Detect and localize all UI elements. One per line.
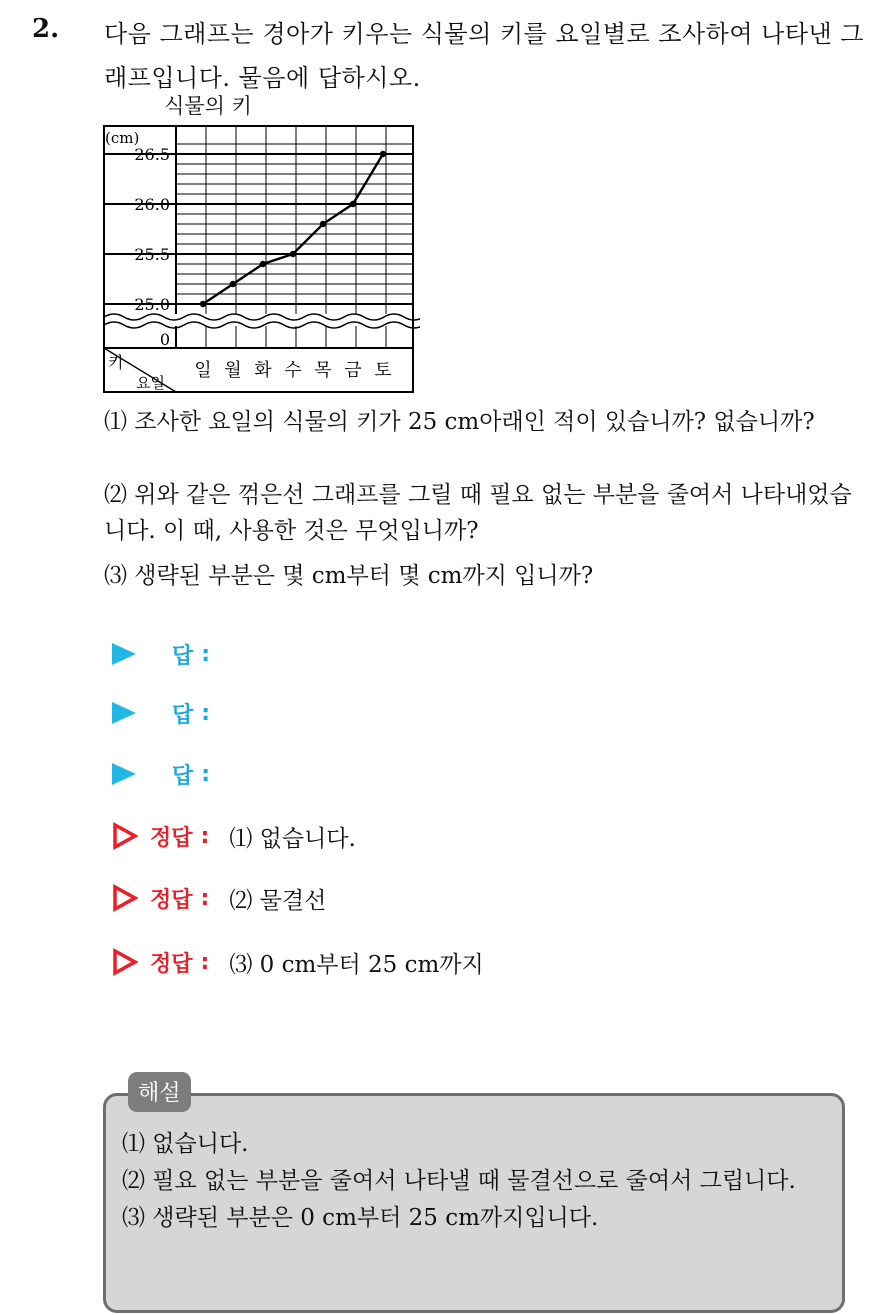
x-tick-labels — [194, 360, 391, 381]
correct-row-2 — [112, 878, 326, 918]
correct-answer-3: ⑶ 0 cm부터 25 cm까지 — [229, 951, 484, 978]
y-tick-label: 26.0 — [134, 195, 170, 214]
x-tick-label: 화 — [254, 360, 272, 381]
answer-label: 답 — [172, 702, 194, 728]
x-tick-label: 목 — [314, 360, 332, 381]
data-point — [290, 251, 296, 257]
x-tick-label: 토 — [374, 360, 392, 381]
play-triangle-icon — [112, 763, 136, 785]
corner-label-top: 키 — [108, 353, 124, 372]
correct-row-1 — [112, 816, 356, 856]
answer-row-1[interactable] — [112, 634, 210, 674]
correct-colon: : — [200, 949, 210, 975]
answer-row-3[interactable] — [112, 754, 210, 794]
x-tick-label: 월 — [224, 360, 242, 381]
data-point — [350, 201, 356, 207]
correct-colon: : — [200, 823, 210, 849]
correct-answer-2: ⑵ 물결선 — [229, 887, 327, 914]
chart-title: 식물의 키 — [164, 94, 252, 118]
subquestion-3: ⑶ 생략된 부분은 몇 cm부터 몇 cm까지 입니까? — [104, 563, 594, 589]
outline-triangle-icon — [112, 822, 138, 850]
x-tick-label: 일 — [194, 360, 212, 381]
correct-label: 정답 — [150, 887, 193, 913]
answer-colon: : — [201, 761, 211, 787]
corner-label-bottom: 요일 — [136, 374, 165, 392]
y-unit-label: (cm) — [105, 129, 140, 147]
axis-break — [104, 314, 420, 328]
correct-label: 정답 — [150, 951, 193, 977]
answer-row-2[interactable] — [112, 693, 210, 733]
play-triangle-icon — [112, 643, 136, 665]
answer-colon: : — [201, 641, 211, 667]
subquestion-1: ⑴ 조사한 요일의 식물의 키가 25 cm아래인 적이 있습니까? 없습니까? — [104, 409, 815, 435]
correct-label: 정답 — [150, 825, 193, 851]
answer-label: 답 — [172, 643, 194, 669]
correct-colon: : — [200, 885, 210, 911]
explanation-line-2: ⑵ 필요 없는 부분을 줄여서 나타낼 때 물결선으로 줄여서 그립니다. — [122, 1168, 796, 1194]
data-point — [200, 301, 206, 307]
outline-triangle-icon — [112, 884, 138, 912]
x-tick-label: 금 — [344, 360, 362, 381]
y-tick-label: 25.5 — [134, 245, 170, 264]
answer-colon: : — [201, 700, 211, 726]
explanation-text — [122, 1126, 834, 1237]
correct-answer-1: ⑴ 없습니다. — [229, 825, 356, 852]
line-chart — [100, 120, 420, 400]
outline-triangle-icon — [112, 948, 138, 976]
correct-row-3 — [112, 942, 484, 982]
x-tick-label: 수 — [284, 360, 302, 381]
y-tick-label-zero: 0 — [159, 330, 170, 349]
corner-cell — [104, 348, 176, 392]
answer-label: 답 — [172, 763, 194, 789]
question-text: 다음 그래프는 경아가 키우는 식물의 키를 요일별로 조사하여 나타낸 그래프입니다. 물음에 답하시오. — [104, 20, 864, 92]
y-tick-label: 26.5 — [134, 145, 170, 164]
subquestion-2: ⑵ 위와 같은 꺾은선 그래프를 그릴 때 필요 없는 부분을 줄여서 나타내었습니다. 이 때, 사용한 것은 무엇입니까? — [104, 482, 852, 544]
data-point — [320, 221, 326, 227]
explanation-line-1: ⑴ 없습니다. — [122, 1131, 249, 1157]
explanation-line-3: ⑶ 생략된 부분은 0 cm부터 25 cm까지입니다. — [122, 1205, 599, 1231]
data-point — [380, 151, 386, 157]
explanation-tag: 해설 — [128, 1072, 191, 1112]
data-point — [230, 281, 236, 287]
y-tick-label: 25.0 — [134, 295, 170, 314]
question-number: 2. — [32, 14, 60, 44]
play-triangle-icon — [112, 702, 136, 724]
data-point — [260, 261, 266, 267]
